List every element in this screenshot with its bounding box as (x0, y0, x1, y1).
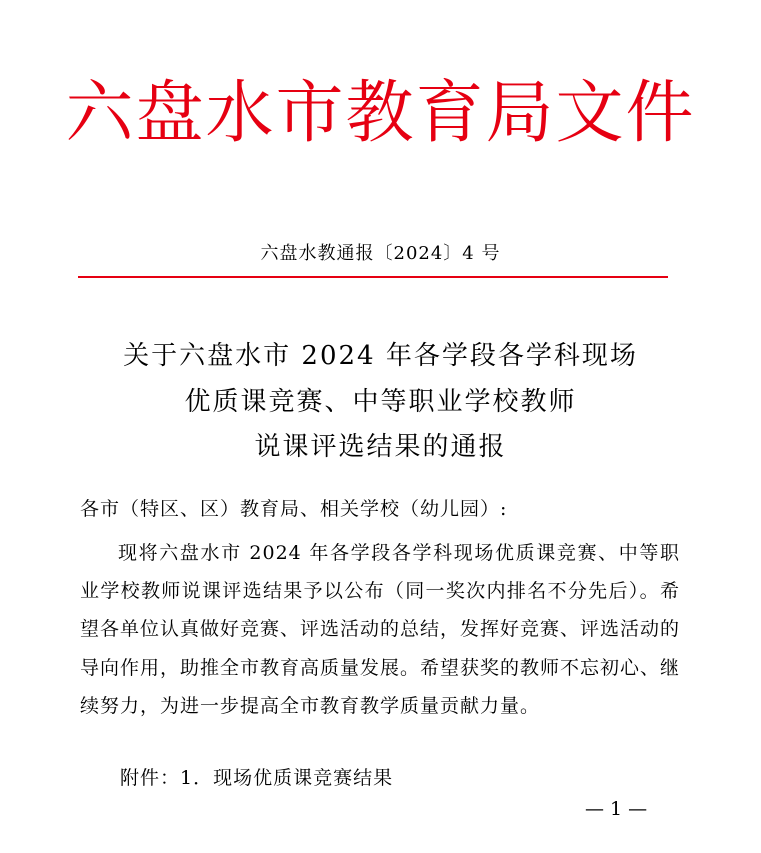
salutation: 各市（特区、区）教育局、相关学校（幼儿园）: (80, 498, 508, 520)
red-divider-line (78, 276, 668, 278)
page-number: — 1 — (585, 798, 648, 820)
body-paragraph: 现将六盘水市 2024 年各学段各学科现场优质课竞赛、中等职业学校教师说课评选结果予以公布（同一奖次内排名不分先后）。希望各单位认真做好竞赛、评选活动的总结，发挥好竞赛、评选活动的导向作用，助推全市教育高质量发展。希望获奖的教师不忘初心、继续努力，为进一步提高全市教育教学质量贡献力量。 (80, 542, 681, 717)
document-number: 六盘水教通报〔2024〕4 号 (260, 243, 501, 264)
document-title-line-2: 优质课竞赛、中等职业学校教师 (184, 387, 577, 417)
attachment-line: 附件：1．现场优质课竞赛结果 (120, 767, 394, 789)
document-title-line-1: 关于六盘水市 2024 年各学段各学科现场 (123, 341, 638, 371)
document-title-line-3: 说课评选结果的通报 (254, 432, 507, 462)
issuer-header-title: 六盘水市教育局文件 (65, 74, 696, 153)
